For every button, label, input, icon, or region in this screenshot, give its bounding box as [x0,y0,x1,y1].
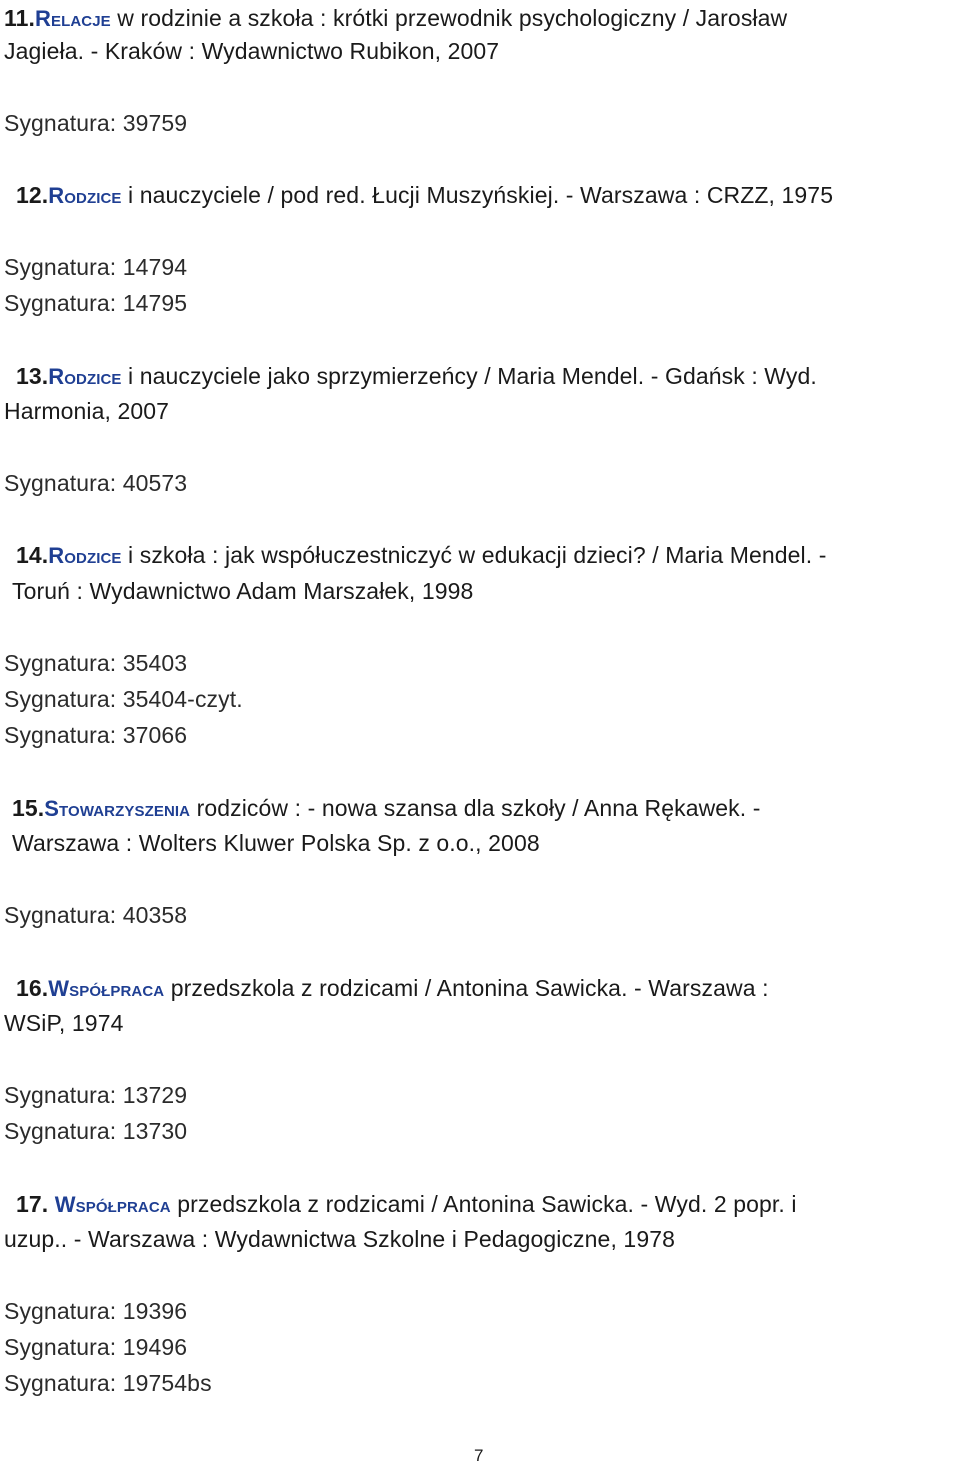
entry-number: 17. [16,1191,55,1217]
entry-12-title-line-1 [16,180,833,211]
entry-keyword: Współpraca [54,1192,171,1217]
entry-15-title-line-1 [12,793,761,824]
entry-13-signature-1: Sygnatura: 40573 [4,470,188,496]
entry-14-title-line-2: Toruń : Wydawnictwo Adam Marszałek, 1998 [12,578,474,604]
entry-title-text: i nauczyciele jako sprzymierzeńcy / Maria Mendel. - Gdańsk : Wyd. [121,363,817,389]
entry-14-title-line-1 [16,540,826,571]
entry-17-signature-2: Sygnatura: 19496 [4,1334,188,1360]
entry-keyword: Rodzice [48,364,122,389]
entry-11-title-line-2: Jagieła. - Kraków : Wydawnictwo Rubikon, 2007 [4,38,500,64]
entry-number: 11. [4,5,36,31]
entry-title-text: przedszkola z rodzicami / Antonina Sawicka. - Wyd. 2 popr. i [170,1191,797,1217]
entry-keyword: Rodzice [48,543,122,568]
entry-14-signature-3: Sygnatura: 37066 [4,722,188,748]
entry-11-title-line-1 [4,3,787,34]
entry-11-signature-1: Sygnatura: 39759 [4,110,188,136]
entry-15-signature-1: Sygnatura: 40358 [4,902,188,928]
entry-12-signature-1: Sygnatura: 14794 [4,254,188,280]
entry-13-title-line-1 [16,361,817,392]
entry-16-title-line-1 [16,973,769,1004]
entry-keyword: Współpraca [48,976,165,1001]
entry-12-signature-2: Sygnatura: 14795 [4,290,188,316]
entry-number: 16. [16,975,49,1001]
entry-title-text: w rodzinie a szkoła : krótki przewodnik psychologiczny / Jarosław [110,5,788,31]
entry-number: 12. [16,182,49,208]
entry-keyword: Relacje [35,6,111,31]
entry-17-signature-1: Sygnatura: 19396 [4,1298,188,1324]
entry-title-text: i nauczyciele / pod red. Łucji Muszyńskiej. - Warszawa : CRZZ, 1975 [121,182,834,208]
entry-number: 13. [16,363,49,389]
entry-14-signature-1: Sygnatura: 35403 [4,650,188,676]
entry-number: 15. [12,795,45,821]
entry-17-signature-3: Sygnatura: 19754bs [4,1370,212,1396]
entry-keyword: Stowarzyszenia [44,796,191,821]
entry-title-text: przedszkola z rodzicami / Antonina Sawicka. - Warszawa : [164,975,769,1001]
entry-13-title-line-2: Harmonia, 2007 [4,398,170,424]
entry-keyword: Rodzice [48,183,122,208]
entry-17-title-line-2: uzup.. - Warszawa : Wydawnictwa Szkolne i Pedagogiczne, 1978 [4,1226,675,1252]
entry-title-text: i szkoła : jak współuczestniczyć w edukacji dzieci? / Maria Mendel. - [121,542,827,568]
entry-16-signature-2: Sygnatura: 13730 [4,1118,188,1144]
entry-title-text: rodziców : - nowa szansa dla szkoły / Anna Rękawek. - [190,795,761,821]
entry-16-title-line-2: WSiP, 1974 [4,1010,124,1036]
entry-number: 14. [16,542,49,568]
entry-17-title-line-1 [16,1189,797,1220]
entry-16-signature-1: Sygnatura: 13729 [4,1082,188,1108]
entry-15-title-line-2: Warszawa : Wolters Kluwer Polska Sp. z o.o., 2008 [12,830,540,856]
page-number: 7 [474,1446,484,1465]
entry-14-signature-2: Sygnatura: 35404-czyt. [4,686,243,712]
